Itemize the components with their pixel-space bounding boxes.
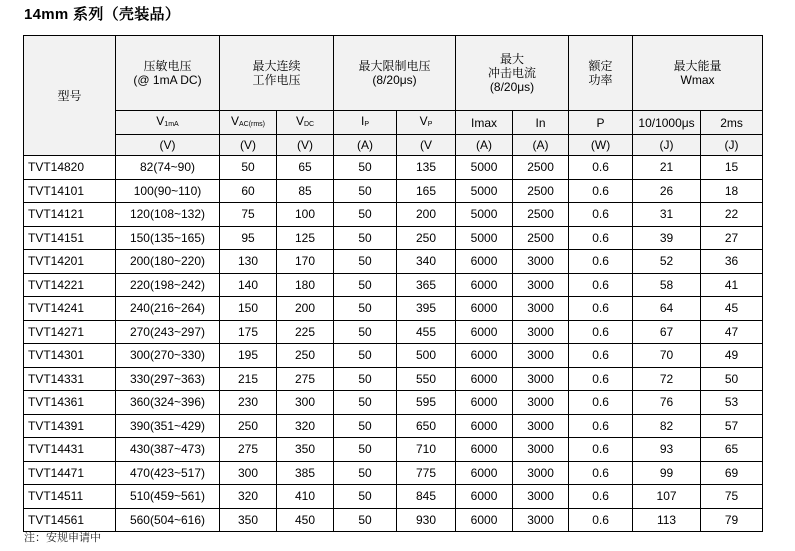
table-cell: 6000 (456, 414, 513, 438)
table-row (24, 297, 763, 321)
symbol-imax: Imax (456, 111, 513, 135)
unit-cell: (V) (277, 135, 334, 156)
table-cell: 3000 (513, 344, 569, 368)
table-cell: 47 (701, 320, 763, 344)
table-cell: 3000 (513, 320, 569, 344)
table-cell: 52 (633, 250, 701, 274)
table-cell: 93 (633, 438, 701, 462)
table-cell: 410 (277, 485, 334, 509)
table-row (24, 367, 763, 391)
table-cell: 0.6 (569, 485, 633, 509)
table-cell: 26 (633, 179, 701, 203)
table-cell: 165 (397, 179, 456, 203)
table-cell: 135 (397, 156, 456, 180)
table-cell: 2500 (513, 226, 569, 250)
table-cell: 50 (334, 179, 397, 203)
table-cell: 6000 (456, 461, 513, 485)
model-cell: TVT14101 (24, 179, 116, 203)
table-cell: 385 (277, 461, 334, 485)
table-cell: 455 (397, 320, 456, 344)
table-cell: 107 (633, 485, 701, 509)
table-cell: 85 (277, 179, 334, 203)
table-cell: 195 (220, 344, 277, 368)
header-model: 型号 (24, 36, 116, 156)
table-cell: 82(74~90) (116, 156, 220, 180)
table-cell: 300(270~330) (116, 344, 220, 368)
table-cell: 50 (701, 367, 763, 391)
table-cell: 2500 (513, 156, 569, 180)
table-cell: 0.6 (569, 367, 633, 391)
table-cell: 0.6 (569, 344, 633, 368)
model-cell: TVT14471 (24, 461, 116, 485)
table-cell: 50 (334, 391, 397, 415)
table-cell: 5000 (456, 226, 513, 250)
table-cell: 320 (277, 414, 334, 438)
table-cell: 95 (220, 226, 277, 250)
table-row (24, 179, 763, 203)
table-body (24, 156, 763, 532)
table-cell: 0.6 (569, 273, 633, 297)
table-cell: 125 (277, 226, 334, 250)
table-cell: 3000 (513, 273, 569, 297)
table-row (24, 344, 763, 368)
header-max-energy: 最大能量 Wmax (633, 36, 763, 111)
table-cell: 58 (633, 273, 701, 297)
table-cell: 450 (277, 508, 334, 532)
table-cell: 130 (220, 250, 277, 274)
table-cell: 250 (397, 226, 456, 250)
table-row (24, 391, 763, 415)
table-cell: 250 (220, 414, 277, 438)
table-cell: 5000 (456, 203, 513, 227)
table-cell: 50 (334, 250, 397, 274)
table-cell: 340 (397, 250, 456, 274)
table-cell: 710 (397, 438, 456, 462)
header-max-surge-current: 最大 冲击电流 (8/20μs) (456, 36, 569, 111)
unit-cell: (V) (116, 135, 220, 156)
table-cell: 45 (701, 297, 763, 321)
table-cell: 3000 (513, 461, 569, 485)
table-cell: 6000 (456, 485, 513, 509)
table-cell: 0.6 (569, 179, 633, 203)
table-cell: 18 (701, 179, 763, 203)
table-cell: 79 (701, 508, 763, 532)
table-cell: 0.6 (569, 438, 633, 462)
table-cell: 350 (220, 508, 277, 532)
table-cell: 170 (277, 250, 334, 274)
table-cell: 200(180~220) (116, 250, 220, 274)
table-cell: 6000 (456, 344, 513, 368)
header-max-clamping-voltage: 最大限制电压 (8/20μs) (334, 36, 456, 111)
table-cell: 36 (701, 250, 763, 274)
symbol-energy-2ms: 2ms (701, 111, 763, 135)
model-cell: TVT14301 (24, 344, 116, 368)
unit-cell: (J) (633, 135, 701, 156)
table-cell: 360(324~396) (116, 391, 220, 415)
table-cell: 3000 (513, 414, 569, 438)
table-cell: 99 (633, 461, 701, 485)
table-cell: 270(243~297) (116, 320, 220, 344)
table-cell: 500 (397, 344, 456, 368)
table-cell: 50 (334, 273, 397, 297)
table-cell: 300 (220, 461, 277, 485)
table-cell: 15 (701, 156, 763, 180)
header-max-continuous-voltage: 最大连续 工作电压 (220, 36, 334, 111)
table-cell: 230 (220, 391, 277, 415)
unit-cell: (A) (334, 135, 397, 156)
symbol-ip: $I_P$ (334, 111, 397, 135)
table-cell: 50 (334, 226, 397, 250)
table-cell: 6000 (456, 273, 513, 297)
table-cell: 21 (633, 156, 701, 180)
table-cell: 64 (633, 297, 701, 321)
table-cell: 775 (397, 461, 456, 485)
table-cell: 50 (334, 438, 397, 462)
table-cell: 3000 (513, 367, 569, 391)
table-row (24, 438, 763, 462)
page-title: 14mm 系列（壳装品） (24, 6, 181, 23)
table-cell: 65 (277, 156, 334, 180)
table-cell: 2500 (513, 203, 569, 227)
table-cell: 300 (277, 391, 334, 415)
model-cell: TVT14121 (24, 203, 116, 227)
table-cell: 200 (397, 203, 456, 227)
model-cell: TVT14271 (24, 320, 116, 344)
table-cell: 27 (701, 226, 763, 250)
table-cell: 50 (334, 156, 397, 180)
table-cell: 120(108~132) (116, 203, 220, 227)
table-cell: 430(387~473) (116, 438, 220, 462)
model-cell: TVT14561 (24, 508, 116, 532)
table-cell: 390(351~429) (116, 414, 220, 438)
table-cell: 595 (397, 391, 456, 415)
table-cell: 113 (633, 508, 701, 532)
table-cell: 470(423~517) (116, 461, 220, 485)
table-cell: 6000 (456, 391, 513, 415)
table-cell: 250 (277, 344, 334, 368)
table-cell: 275 (220, 438, 277, 462)
table-cell: 3000 (513, 438, 569, 462)
table-row (24, 203, 763, 227)
header-rated-power: 额定 功率 (569, 36, 633, 111)
table-cell: 65 (701, 438, 763, 462)
table-cell: 215 (220, 367, 277, 391)
table-cell: 0.6 (569, 250, 633, 274)
table-cell: 41 (701, 273, 763, 297)
table-cell: 50 (334, 414, 397, 438)
model-cell: TVT14221 (24, 273, 116, 297)
unit-cell: (V) (220, 135, 277, 156)
table-cell: 3000 (513, 391, 569, 415)
table-cell: 650 (397, 414, 456, 438)
table-cell: 0.6 (569, 226, 633, 250)
table-cell: 225 (277, 320, 334, 344)
unit-cell: (A) (513, 135, 569, 156)
table-cell: 6000 (456, 438, 513, 462)
table-cell: 220(198~242) (116, 273, 220, 297)
table-cell: 0.6 (569, 391, 633, 415)
table-cell: 67 (633, 320, 701, 344)
table-row (24, 485, 763, 509)
table-cell: 6000 (456, 320, 513, 344)
table-cell: 50 (334, 508, 397, 532)
table-row (24, 320, 763, 344)
table-cell: 76 (633, 391, 701, 415)
table-cell: 6000 (456, 250, 513, 274)
table-cell: 560(504~616) (116, 508, 220, 532)
table-cell: 930 (397, 508, 456, 532)
model-cell: TVT14201 (24, 250, 116, 274)
table-cell: 5000 (456, 179, 513, 203)
model-cell: TVT14391 (24, 414, 116, 438)
model-cell: TVT14511 (24, 485, 116, 509)
table-cell: 240(216~264) (116, 297, 220, 321)
table-cell: 50 (334, 485, 397, 509)
table-cell: 50 (334, 367, 397, 391)
table-row (24, 273, 763, 297)
table-cell: 0.6 (569, 203, 633, 227)
table-cell: 3000 (513, 297, 569, 321)
unit-cell: (W) (569, 135, 633, 156)
symbol-p: P (569, 111, 633, 135)
table-cell: 550 (397, 367, 456, 391)
table-cell: 82 (633, 414, 701, 438)
table-cell: 50 (334, 344, 397, 368)
table-cell: 510(459~561) (116, 485, 220, 509)
table-cell: 50 (220, 156, 277, 180)
model-cell: TVT14241 (24, 297, 116, 321)
model-cell: TVT14361 (24, 391, 116, 415)
table-cell: 100 (277, 203, 334, 227)
model-cell: TVT14431 (24, 438, 116, 462)
table-cell: 180 (277, 273, 334, 297)
table-cell: 200 (277, 297, 334, 321)
table-row (24, 414, 763, 438)
table-cell: 50 (334, 203, 397, 227)
table-cell: 2500 (513, 179, 569, 203)
table-cell: 0.6 (569, 461, 633, 485)
table-cell: 275 (277, 367, 334, 391)
table-cell: 0.6 (569, 320, 633, 344)
table-cell: 150(135~165) (116, 226, 220, 250)
table-cell: 0.6 (569, 156, 633, 180)
table-cell: 845 (397, 485, 456, 509)
table-cell: 53 (701, 391, 763, 415)
table-cell: 365 (397, 273, 456, 297)
table-cell: 75 (220, 203, 277, 227)
table-cell: 350 (277, 438, 334, 462)
table-cell: 150 (220, 297, 277, 321)
table-cell: 6000 (456, 508, 513, 532)
table-cell: 50 (334, 320, 397, 344)
footnote: 注：安规申请中 (24, 532, 101, 544)
table-cell: 60 (220, 179, 277, 203)
table-cell: 0.6 (569, 414, 633, 438)
table-cell: 70 (633, 344, 701, 368)
table-row (24, 461, 763, 485)
symbol-in: In (513, 111, 569, 135)
symbol-v1ma: $V_{1mA}$ (116, 111, 220, 135)
table-cell: 31 (633, 203, 701, 227)
table-row (24, 250, 763, 274)
table-cell: 22 (701, 203, 763, 227)
symbol-vac: $V_{AC(rms)}$ (220, 111, 277, 135)
spec-table (23, 35, 763, 532)
table-cell: 395 (397, 297, 456, 321)
model-cell: TVT14820 (24, 156, 116, 180)
table-cell: 0.6 (569, 297, 633, 321)
table-cell: 3000 (513, 508, 569, 532)
table-cell: 49 (701, 344, 763, 368)
table-cell: 75 (701, 485, 763, 509)
table-cell: 72 (633, 367, 701, 391)
table-cell: 57 (701, 414, 763, 438)
table-cell: 320 (220, 485, 277, 509)
table-cell: 5000 (456, 156, 513, 180)
table-cell: 6000 (456, 367, 513, 391)
table-cell: 3000 (513, 485, 569, 509)
unit-cell: (V (397, 135, 456, 156)
table-cell: 0.6 (569, 508, 633, 532)
table-cell: 330(297~363) (116, 367, 220, 391)
model-cell: TVT14151 (24, 226, 116, 250)
table-row (24, 226, 763, 250)
table-cell: 3000 (513, 250, 569, 274)
table-row (24, 508, 763, 532)
table-cell: 50 (334, 461, 397, 485)
unit-cell: (A) (456, 135, 513, 156)
unit-cell: (J) (701, 135, 763, 156)
table-row (24, 156, 763, 180)
table-cell: 50 (334, 297, 397, 321)
table-cell: 100(90~110) (116, 179, 220, 203)
table-cell: 69 (701, 461, 763, 485)
symbol-energy-10-1000: 10/1000μs (633, 111, 701, 135)
symbol-vdc: $V_{DC}$ (277, 111, 334, 135)
table-cell: 140 (220, 273, 277, 297)
model-cell: TVT14331 (24, 367, 116, 391)
table-cell: 175 (220, 320, 277, 344)
table-cell: 39 (633, 226, 701, 250)
table-cell: 6000 (456, 297, 513, 321)
symbol-vp: $V_P$ (397, 111, 456, 135)
header-varistor-voltage: 压敏电压 (@ 1mA DC) (116, 36, 220, 111)
